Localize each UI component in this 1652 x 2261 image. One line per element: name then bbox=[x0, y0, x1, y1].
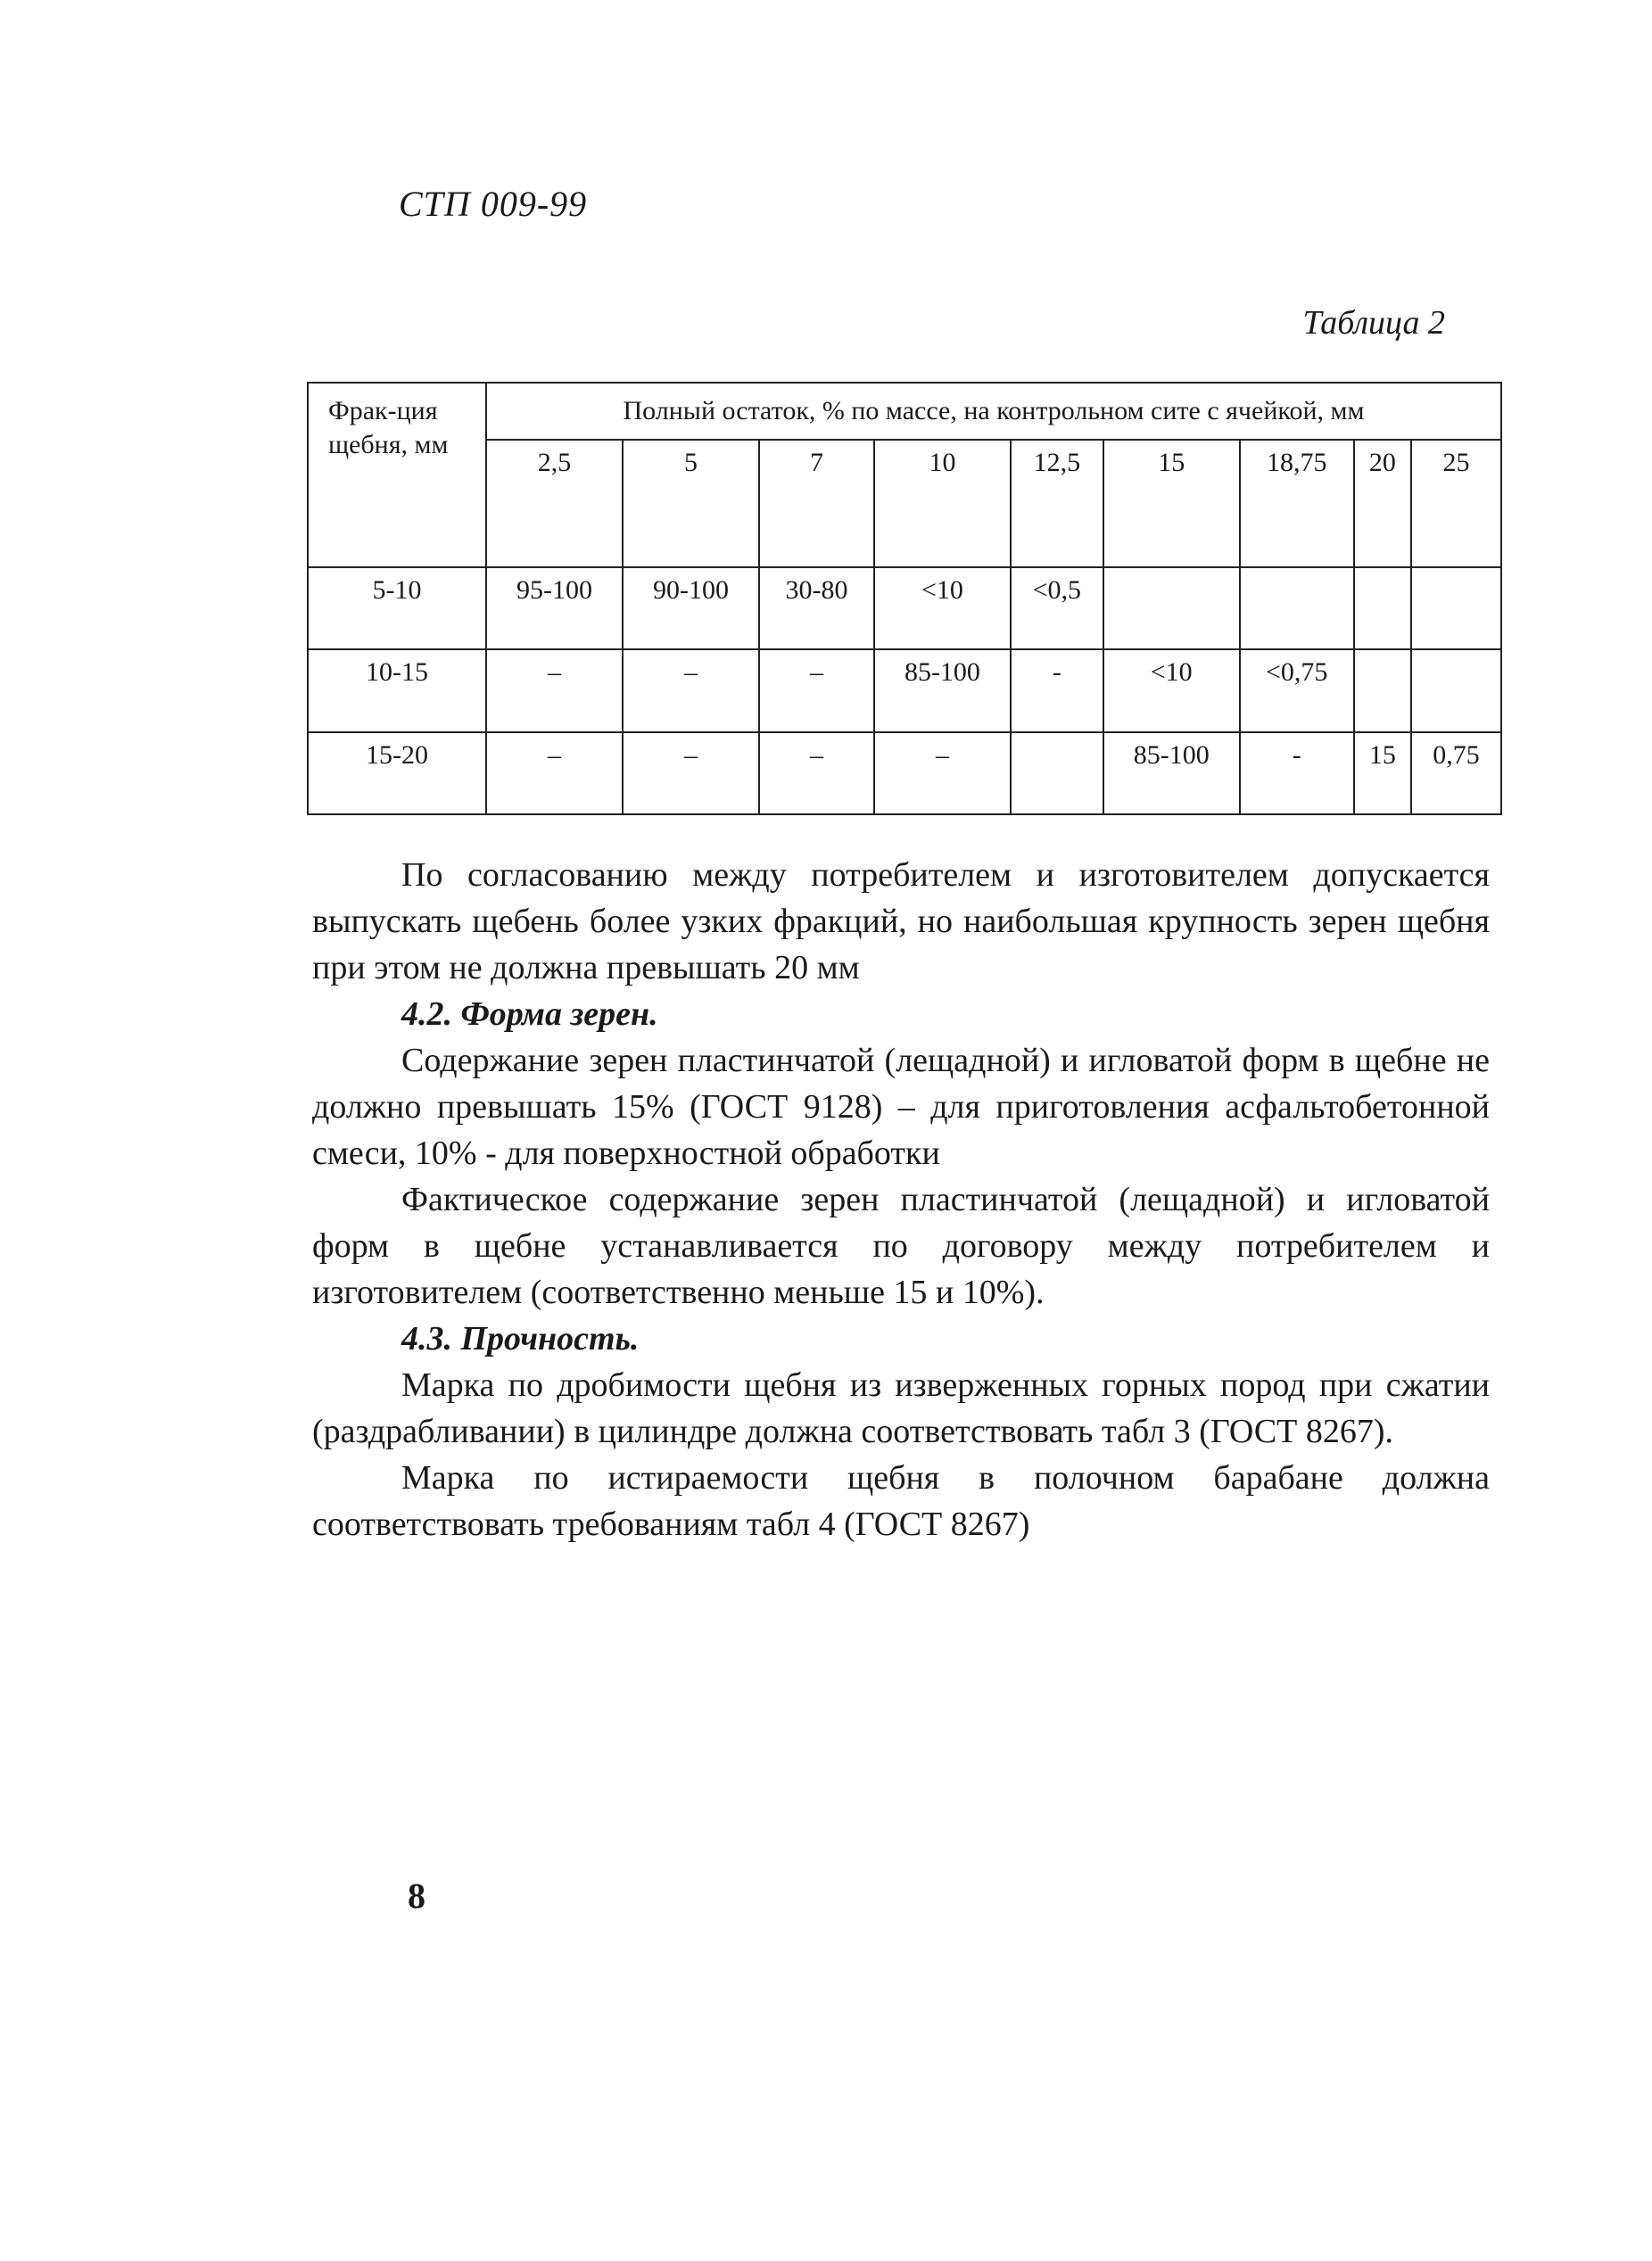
table-header-row bbox=[308, 383, 1501, 440]
sieve-size-header: 2,5 bbox=[486, 440, 623, 567]
residue-cell: - bbox=[1011, 649, 1103, 731]
paragraph: Марка по дробимости щебня из изверженных горных пород при сжатии (раздрабливании) в цилиндре должна соответствовать табл 3 (ГОСТ 8267). bbox=[312, 1366, 1490, 1450]
page-number: 8 bbox=[408, 1876, 425, 1916]
sieve-size-header: 25 bbox=[1411, 440, 1501, 567]
residue-cell: – bbox=[486, 732, 623, 814]
residue-header: Полный остаток, % по массе, на контрольном сите с ячейкой, мм bbox=[486, 383, 1501, 440]
section-subheading: 4.2. Форма зерен. bbox=[401, 995, 658, 1033]
residue-cell: - bbox=[1240, 732, 1354, 814]
document-header: СТП 009-99 bbox=[399, 184, 588, 224]
sieve-size-row bbox=[308, 440, 1501, 567]
table-row bbox=[308, 732, 1501, 814]
paragraph: Фактическое содержание зерен пластинчатой (лещадной) и игловатой форм в щебне устанавливается по договору между потребителем и изготовителем (соответственно меньше 15 и 10%). bbox=[312, 1181, 1490, 1311]
table-row bbox=[308, 567, 1501, 649]
residue-cell: 95-100 bbox=[486, 567, 623, 649]
table-row bbox=[308, 649, 1501, 731]
residue-cell: 0,75 bbox=[1411, 732, 1501, 814]
residue-cell: 90-100 bbox=[623, 567, 759, 649]
sieve-size-header: 20 bbox=[1354, 440, 1411, 567]
residue-cell: 15 bbox=[1354, 732, 1411, 814]
sieve-size-header: 5 bbox=[623, 440, 759, 567]
residue-cell bbox=[1011, 732, 1103, 814]
residue-cell: – bbox=[759, 649, 874, 731]
sieve-size-header: 12,5 bbox=[1011, 440, 1103, 567]
residue-cell bbox=[1411, 567, 1501, 649]
residue-cell bbox=[1354, 567, 1411, 649]
paragraph: По согласованию между потребителем и изготовителем допускается выпускать щебень более узких фракций, но наибольшая крупность зерен щебня при этом не должна превышать 20 мм bbox=[312, 856, 1490, 986]
paragraph: Содержание зерен пластинчатой (лещадной) и игловатой форм в щебне не должно превышать 15% (ГОСТ 9128) – для приготовления асфальтобетонной смеси, 10% - для поверхностной обработки bbox=[312, 1042, 1490, 1172]
table-body bbox=[308, 567, 1501, 814]
fraction-cell: 5-10 bbox=[308, 567, 486, 649]
residue-cell: 30-80 bbox=[759, 567, 874, 649]
residue-cell: 85-100 bbox=[874, 649, 1011, 731]
body-text bbox=[312, 852, 1490, 1547]
residue-cell: – bbox=[623, 732, 759, 814]
residue-cell bbox=[1103, 567, 1240, 649]
residue-cell bbox=[1411, 649, 1501, 731]
fraction-cell: 10-15 bbox=[308, 649, 486, 731]
paragraph: Марка по истираемости щебня в полочном барабане должна соответствовать требованиям табл 4 (ГОСТ 8267) bbox=[312, 1459, 1490, 1543]
residue-cell: – bbox=[759, 732, 874, 814]
residue-cell: – bbox=[874, 732, 1011, 814]
residue-cell: <10 bbox=[1103, 649, 1240, 731]
sieve-size-header: 10 bbox=[874, 440, 1011, 567]
residue-cell: – bbox=[486, 649, 623, 731]
residue-cell: <0,5 bbox=[1011, 567, 1103, 649]
residue-cell: <0,75 bbox=[1240, 649, 1354, 731]
residue-cell bbox=[1240, 567, 1354, 649]
grading-table bbox=[307, 382, 1502, 815]
fraction-cell: 15-20 bbox=[308, 732, 486, 814]
residue-cell: – bbox=[623, 649, 759, 731]
fraction-column-header: Фрак-ция щебня, мм bbox=[308, 383, 486, 567]
sieve-size-header: 18,75 bbox=[1240, 440, 1354, 567]
sieve-size-header: 7 bbox=[759, 440, 874, 567]
residue-cell bbox=[1354, 649, 1411, 731]
residue-cell: <10 bbox=[874, 567, 1011, 649]
residue-cell: 85-100 bbox=[1103, 732, 1240, 814]
sieve-size-header: 15 bbox=[1103, 440, 1240, 567]
section-subheading: 4.3. Прочность. bbox=[401, 1320, 640, 1357]
table-caption: Таблица 2 bbox=[1302, 304, 1445, 342]
